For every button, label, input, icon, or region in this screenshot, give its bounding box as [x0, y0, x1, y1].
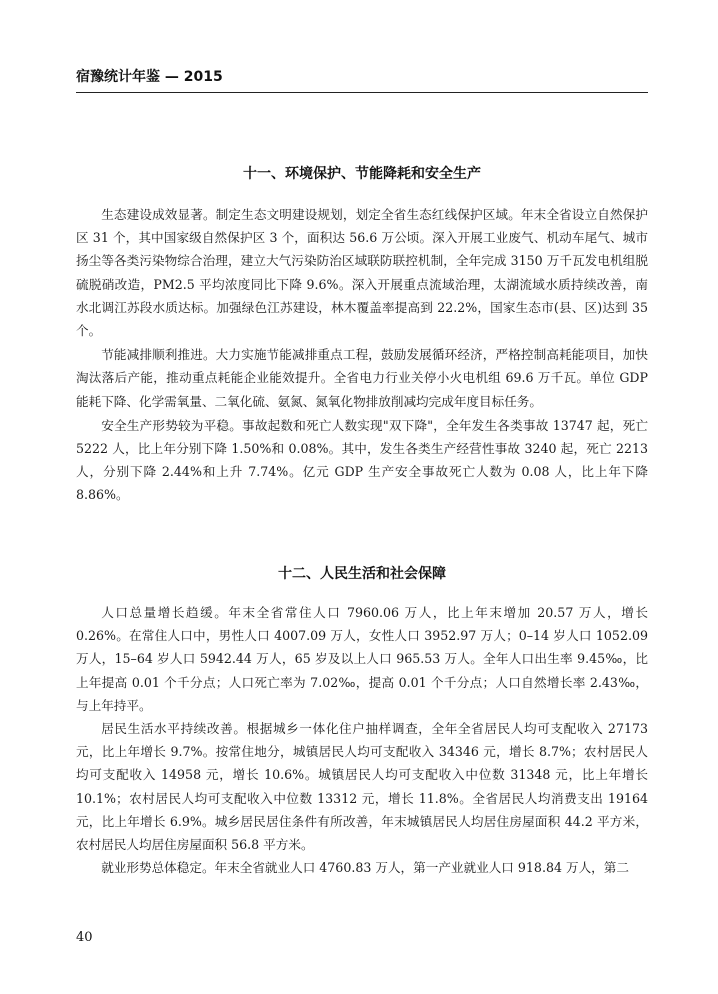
section-title-environment: 十一、环境保护、节能降耗和安全生产	[243, 166, 481, 182]
page-number: 40	[76, 930, 93, 945]
paragraph: 生态建设成效显著。制定生态文明建设规划，划定全省生态红线保护区域。年末全省设立自然保护区 31 个，其中国家级自然保护区 3 个，面积达 56.6 万公顷。深入开展工业废气、机动车尾气、城市扬尘等各类污染物综合治理，建立大气污染防治区域联防联控机制，全年完成 3150 万千瓦发电机组脱硫脱硝改造，PM2.5 平均浓度同比下降 9.6%。深入开展重点流域治理，太湖流域水质持续改善，南水北调江苏段水质达标。加强绿色江苏建设，林木覆盖率提高到 22.2%，国家生态市(县、区)达到 35 个。	[76, 207, 648, 339]
paragraph: 节能减排顺利推进。大力实施节能减排重点工程，鼓励发展循环经济，严格控制高耗能项目，加快淘汰落后产能，推动重点耗能企业能效提升。全省电力行业关停小火电机组 69.6 万千瓦。单位 GDP 能耗下降、化学需氧量、二氧化硫、氨氮、氮氧化物排放削减均完成年度目标任务。	[76, 347, 648, 409]
paragraph: 安全生产形势较为平稳。事故起数和死亡人数实现"双下降"，全年发生各类事故 13747 起，死亡 5222 人，比上年分别下降 1.50%和 0.08%。其中，发生各类生产经营性事故 3240 起，死亡 2213 人，分别下降 2.44%和上升 7.74%。亿元 GDP 生产安全事故死亡人数为 0.08 人，比上年下降 8.86%。	[76, 417, 648, 503]
running-header: 宿豫统计年鉴 — 2015	[76, 69, 223, 85]
section-body-livelihood	[76, 601, 648, 879]
paragraph: 居民生活水平持续改善。根据城乡一体化住户抽样调查，全年全省居民人均可支配收入 27173 元，比上年增长 9.7%。按常住地分，城镇居民人均可支配收入 34346 元，增长 8.7%；农村居民人均可支配收入 14958 元，增长 10.6%。城镇居民人均可支配收入中位数 31348 元，比上年增长 10.1%；农村居民人均可支配收入中位数 13312 元，增长 11.8%。全省居民人均消费支出 19164 元，比上年增长 6.9%。城乡居民居住条件有所改善，年末城镇居民人均居住房屋面积 44.2 平方米，农村居民人均居住房屋面积 56.8 平方米。	[76, 721, 648, 853]
header-rule	[76, 92, 648, 93]
paragraph: 就业形势总体稳定。年末全省就业人口 4760.83 万人，第一产业就业人口 918.84 万人，第二	[101, 860, 629, 876]
section-body-environment	[76, 203, 648, 507]
section-title-livelihood: 十二、人民生活和社会保障	[278, 566, 446, 582]
paragraph: 人口总量增长趋缓。年末全省常住人口 7960.06 万人，比上年末增加 20.57 万人，增长 0.26%。在常住人口中，男性人口 4007.09 万人，女性人口 3952.97 万人；0–14 岁人口 1052.09 万人，15–64 岁人口 5942.44 万人，65 岁及以上人口 965.53 万人。全年人口出生率 9.45‰，比上年提高 0.01 个千分点；人口死亡率为 7.02‰，提高 0.01 个千分点；人口自然增长率 2.43‰，与上年持平。	[76, 605, 648, 713]
